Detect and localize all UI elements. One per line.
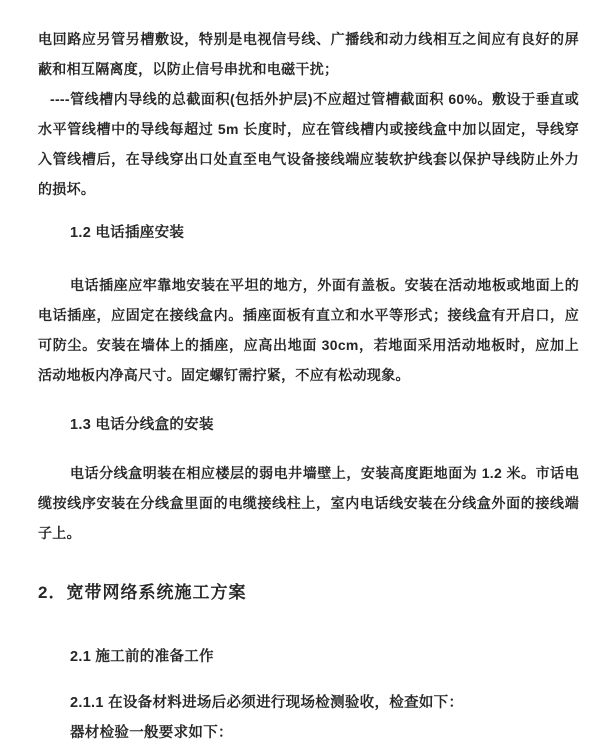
paragraph-wiring-shield: 电回路应另管另槽敷设，特别是电视信号线、广播线和动力线相互之间应有良好的屏蔽和相互隔离度，以防止信号串扰和电磁干扰； (38, 31, 579, 77)
paragraph-conduit-wire-area: ----管线槽内导线的总截面积(包括外护层)不应超过管槽截面积 60%。敷设于垂直或水平管线槽中的导线每超过 5m 长度时，应在管线槽内或接线盒中加以固定，导线穿入管线槽后，在导线穿出口处直至电气设备接线端应装软护线套以保护导线防止外力的损坏。 (38, 91, 579, 197)
paragraph-phone-socket-install: 电话插座应牢靠地安装在平坦的地方，外面有盖板。安装在活动地板或地面上的电话插座，应固定在接线盒内。插座面板有直立和水平等形式；接线盒有开启口，应可防尘。安装在墙体上的插座，应高出地面 30cm，若地面采用活动地板时，应加上活动地板内净高尺寸。固定螺钉需拧紧，不应有松动现象。 (38, 277, 579, 383)
heading-2-1-1-site-inspection: 2.1.1 在设备材料进场后必须进行现场检测验收，检查如下： (70, 695, 464, 711)
heading-1-2-phone-socket-install: 1.2 电话插座安装 (70, 225, 185, 241)
heading-1-3-junction-box-install: 1.3 电话分线盒的安装 (70, 417, 214, 433)
heading-2-1-preparation-work: 2.1 施工前的准备工作 (70, 649, 214, 665)
paragraph-junction-box-install: 电话分线盒明装在相应楼层的弱电井墙壁上，安装高度距地面为 1.2 米。市话电缆按线序安装在分线盒里面的电缆接线柱上，室内电话线安装在分线盒外面的接线端子上。 (38, 465, 579, 541)
heading-2-broadband-network-plan: 2．宽带网络系统施工方案 (38, 583, 247, 602)
text-equipment-check-requirements: 器材检验一般要求如下： (70, 725, 233, 741)
